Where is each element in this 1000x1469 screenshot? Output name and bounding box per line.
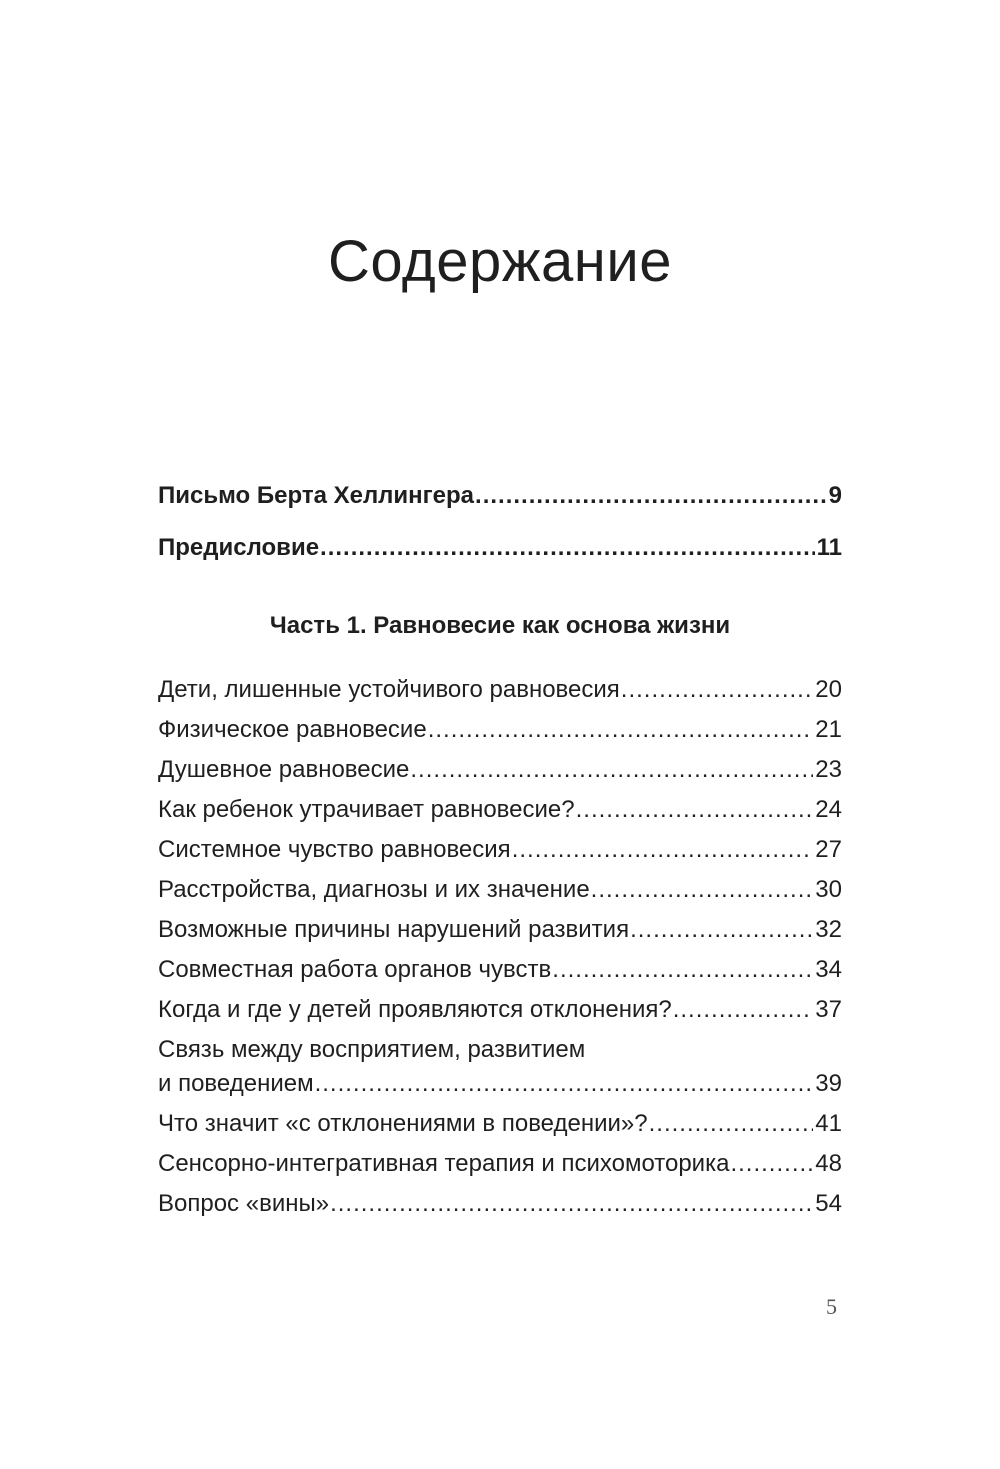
dot-leader <box>512 834 814 866</box>
toc-entry[interactable] <box>158 1188 842 1220</box>
toc-entry-label: Сенсорно-интегративная терапия и психомоторика <box>158 1150 730 1177</box>
dot-leader <box>410 754 813 786</box>
toc-entry[interactable] <box>158 714 842 746</box>
toc-entry-label-continued: и поведением <box>158 1070 314 1097</box>
dot-leader <box>552 954 813 986</box>
toc-entry-label: Когда и где у детей проявляются отклонения? <box>158 996 672 1023</box>
dot-leader <box>330 1188 813 1220</box>
dot-leader <box>428 714 814 746</box>
toc-entry[interactable] <box>158 834 842 866</box>
toc-entry-label: Связь между восприятием, развитием <box>158 1036 586 1063</box>
toc-entry-label: Возможные причины нарушений развития <box>158 916 630 943</box>
page-number: 5 <box>826 1294 837 1319</box>
section-heading-part-1: Часть 1. Равновесие как основа жизни <box>269 612 731 639</box>
toc-entry[interactable] <box>158 954 842 986</box>
toc-entry-label: Предисловие <box>158 534 320 561</box>
toc-entry-page: 11 <box>816 534 842 561</box>
toc-entry-page: 30 <box>815 876 842 903</box>
dot-leader <box>630 914 813 946</box>
dot-leader <box>673 994 814 1026</box>
toc-entry-page: 54 <box>815 1190 842 1217</box>
toc-entry-label: Физическое равновесие <box>158 716 427 743</box>
toc-entry-page: 34 <box>815 956 842 983</box>
toc-entry[interactable] <box>158 914 842 946</box>
toc-entry-page: 39 <box>815 1070 842 1097</box>
toc-entry-label: Душевное равновесие <box>158 756 410 783</box>
toc-entry-page: 9 <box>828 482 842 509</box>
toc-entry-label: Как ребенок утрачивает равновесие? <box>158 796 575 823</box>
dot-leader <box>649 1108 814 1140</box>
toc-entry-page: 23 <box>815 756 842 783</box>
toc-entry[interactable] <box>158 994 842 1026</box>
toc-entry-page: 24 <box>815 796 842 823</box>
toc-entry-page: 48 <box>815 1150 842 1177</box>
toc-entry-label: Письмо Берта Хеллингера <box>158 482 475 509</box>
toc-entry-page: 32 <box>815 916 842 943</box>
toc-entry[interactable] <box>158 1108 842 1140</box>
toc-entry-label: Системное чувство равновесия <box>158 836 511 863</box>
toc-entry-page: 21 <box>815 716 842 743</box>
toc-entry-label: Совместная работа органов чувств <box>158 956 552 983</box>
dot-leader <box>730 1148 813 1180</box>
toc-entry[interactable] <box>158 874 842 906</box>
toc-entry-page: 20 <box>815 676 842 703</box>
dot-leader <box>576 794 814 826</box>
toc-entry-page: 27 <box>815 836 842 863</box>
dot-leader <box>320 532 815 564</box>
dot-leader <box>621 674 814 706</box>
page-title: Содержание <box>328 229 672 294</box>
dot-leader <box>315 1068 814 1100</box>
toc-entry[interactable] <box>158 674 842 706</box>
toc-entry-hellinger-letter[interactable] <box>158 480 842 512</box>
dot-leader <box>591 874 814 906</box>
dot-leader <box>475 480 827 512</box>
toc-entry-label: Вопрос «вины» <box>158 1190 330 1217</box>
toc-entry[interactable] <box>158 794 842 826</box>
toc-entry[interactable] <box>158 754 842 786</box>
toc-entry-page: 41 <box>815 1110 842 1137</box>
toc-entry-label: Расстройства, диагнозы и их значение <box>158 876 590 903</box>
toc-entry[interactable] <box>158 1034 842 1100</box>
toc-entry-label: Что значит «с отклонениями в поведении»? <box>158 1110 648 1137</box>
toc-entry-label: Дети, лишенные устойчивого равновесия <box>158 676 620 703</box>
toc-entry-preface[interactable] <box>158 532 842 564</box>
toc-entry-page: 37 <box>815 996 842 1023</box>
toc-entry[interactable] <box>158 1148 842 1180</box>
